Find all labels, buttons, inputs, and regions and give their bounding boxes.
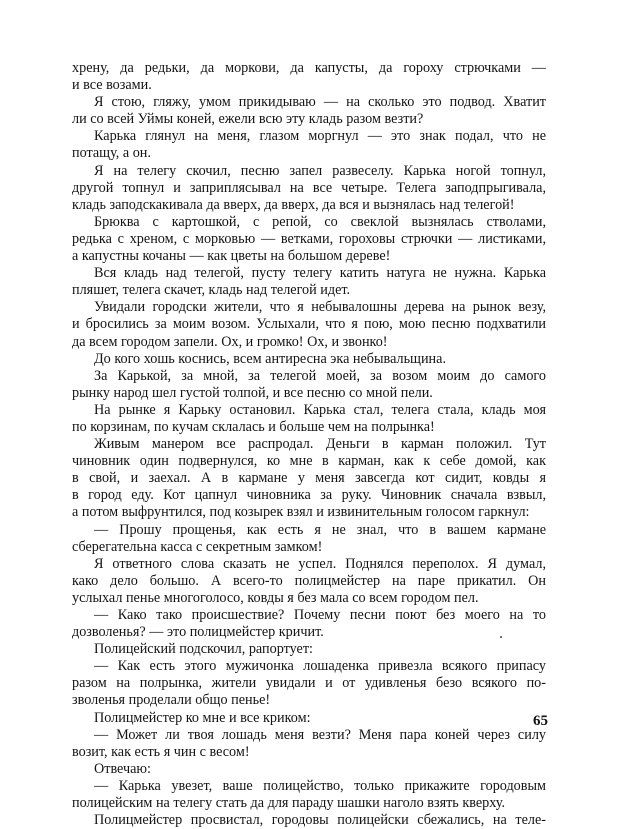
text-line: редька с хреном, с морковью — ветками, гороховы стрючки — листиками,: [72, 230, 546, 247]
text-line: хрену, да редьки, да моркови, да капусты, да гороху стрючками —: [72, 60, 546, 76]
text-line: да всем городом запели. Ох, и громко! Ох, и звонко!: [72, 333, 388, 350]
text-line: по корзинам, по кучам склалась и больше чем на полрынка!: [72, 418, 435, 435]
text-line: Я стою, гляжу, умом прикидываю — на сколько это подвод. Хватит: [94, 94, 546, 111]
text-line: Отвечаю:: [94, 760, 151, 777]
text-line: потащу, а он.: [72, 145, 151, 162]
text-line: и все возами.: [72, 77, 152, 94]
text-line: чиновник один подвернулся, ко мне в карман, как к себе домой, как: [72, 453, 546, 470]
page-number: 65: [533, 713, 548, 729]
text-line: Я на телегу скочил, песню запел развеселу. Карька ногой топнул,: [94, 162, 546, 179]
text-line: зволенья проделали общо пенье!: [72, 692, 271, 709]
text-line: возит, как есть я чин с весом!: [72, 743, 250, 760]
text-line: пляшет, телега скачет, кладь над телегой идет.: [72, 282, 351, 299]
text-line: Увидали городски жители, что я небывалошны дерева на рынок везу,: [94, 299, 546, 316]
text-line: в город еду. Кот цапнул чиновника за руку. Чиновник сначала взвыл,: [72, 487, 546, 504]
text-line: — Карька увезет, ваше полицейство, только прикажите городовым: [94, 777, 546, 794]
text-line: а потом выфрунтился, под козырек взял и извинительным голосом гаркнул:: [72, 504, 530, 521]
text-line: Брюква с картошкой, с репой, со свеклой вызнялась стволами,: [94, 213, 546, 230]
text-line: сберегательна касса с секретным замком!: [72, 538, 323, 555]
text-line: в свой, и заехал. А в кармане у меня завсегда кот сидит, ковды я: [72, 470, 546, 487]
text-line: Живым манером все распродал. Деньги в карман положил. Тут: [94, 436, 546, 453]
text-line: полицейским на телегу стать да для параду шашки наголо взять кверху.: [72, 795, 506, 812]
text-line: Полицмейстер просвистал, городовы полицейски сбежались, на теле-: [94, 812, 546, 829]
text-line: услыхал пенье многоголосо, ковды я без мала со всем городом пел.: [72, 589, 479, 606]
text-line: Вся кладь над телегой, пусту телегу катить натуга не нужна. Карька: [94, 265, 546, 282]
text-line: Карька глянул на меня, глазом моргнул — это знак подал, что не: [94, 128, 546, 145]
text-line: Полицмейстер ко мне и все криком:: [94, 709, 311, 726]
text-line: другой топнул и заприплясывал на все четыре. Телега заподпрыгивала,: [72, 179, 546, 196]
page-text-block: [72, 60, 546, 829]
text-line: — Может ли твоя лошадь меня везти? Меня пара коней через силу: [94, 726, 546, 743]
text-line: разом на полрынка, жители увидали и от удивленья безо всякого по-: [72, 675, 546, 692]
text-line: ли со всей Уймы коней, ежели всю эту кладь разом везти?: [72, 111, 424, 128]
text-line: а капустны кочаны — как цветы на большом дереве!: [72, 248, 391, 265]
text-line: кладь заподскакивала да вверх, да вверх, да вся и вызнялась над телегой!: [72, 196, 515, 213]
text-line: дозволенья? — это полицмейстер кричит.: [72, 624, 324, 641]
text-line: За Карькой, за мной, за телегой моей, за возом моим до самого: [94, 367, 546, 384]
text-line: Полицейский подскочил, рапортует:: [94, 641, 313, 658]
text-line: — Прошу прощенья, как есть я не знал, что в вашем кармане: [94, 521, 546, 538]
text-line: рынку народ шел густой толпой, и все песню со мной пели.: [72, 384, 433, 401]
text-line: — Како тако происшествие? Почему песни поют без моего на то: [94, 607, 546, 623]
text-line: Я ответного слова сказать не успел. Поднялся переполох. Я думал,: [94, 555, 546, 572]
text-line: како дело большо. А всего-то полицмейстер на паре прикатил. Он: [72, 572, 546, 589]
text-line: На рынке я Карьку остановил. Карька стал, телега стала, кладь моя: [94, 401, 546, 418]
print-speck: [500, 636, 502, 638]
text-line: До кого хошь коснись, всем антиресна эка небывальщина.: [94, 350, 446, 367]
text-line: — Как есть этого мужичонка лошаденка привезла всякого припасу: [94, 658, 546, 675]
text-line: и бросились за моим возом. Услыхали, что я пою, мою песню подхватили: [72, 316, 546, 333]
